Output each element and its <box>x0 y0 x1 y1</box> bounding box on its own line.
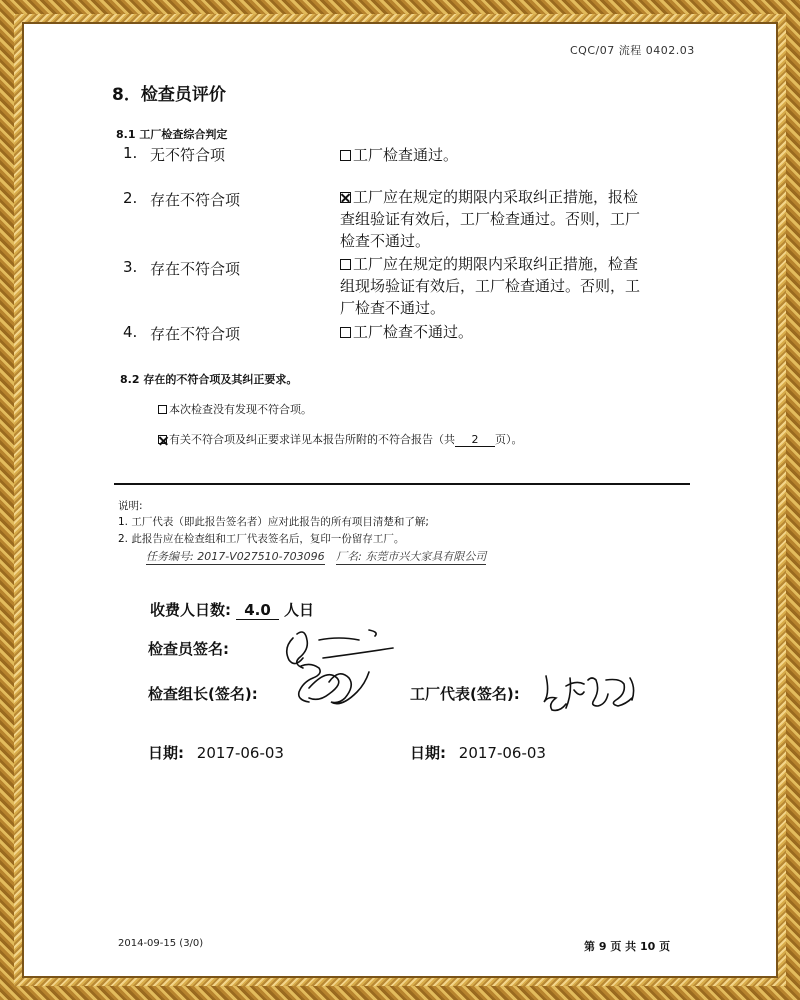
item-label: 存在不符合项 <box>150 325 241 343</box>
inspector-handwritten-signature <box>273 618 423 738</box>
checkbox-checked-icon[interactable] <box>158 435 167 444</box>
footer-page-number: 第 9 页 共 10 页 <box>584 940 671 953</box>
section-title: 8．检查员评价 <box>112 85 226 105</box>
item-outcome: 工厂应在规定的期限内采取纠正措施，报检 查组验证有效后，工厂检查通过。否则，工厂 检查不通过。 <box>340 188 641 250</box>
task-number: 任务编号: 2017-V027510-703096 <box>146 550 325 563</box>
footer-version: 2014-09-15 (3/0) <box>118 938 204 949</box>
item-outcome: 工厂检查不通过。 <box>340 321 473 343</box>
inspector-signature-label: 检查员签名: <box>148 640 229 658</box>
item-label: 存在不符合项 <box>150 260 241 278</box>
no-nonconformity-line: 本次检查没有发现不符合项。 <box>158 401 312 417</box>
factory-rep-signature-label: 工厂代表(签名): <box>410 685 520 703</box>
item-outcome: 工厂检查通过。 <box>340 144 458 166</box>
billing-days: 收费人日数: 4.0 人日 <box>150 601 315 619</box>
factory-rep-handwritten-signature <box>540 666 660 726</box>
date-right: 日期: 2017-06-03 <box>410 744 546 762</box>
nonconformity-report-line: 有关不符合项及纠正要求详见本报告所附的不符合报告（共 2 页）。 <box>158 431 523 447</box>
factory-name: 厂名: 东莞市兴大家具有限公司 <box>336 550 487 563</box>
item-number: 3. <box>123 258 138 276</box>
task-info <box>146 548 486 564</box>
billing-days-value: 4.0 <box>236 601 279 620</box>
checkbox-unchecked-icon[interactable] <box>340 259 351 270</box>
item-label: 存在不符合项 <box>150 191 241 209</box>
subsection-8-2-title: 8.2 存在的不符合项及其纠正要求。 <box>120 373 298 386</box>
item-number: 4. <box>123 323 138 341</box>
item-number: 2. <box>123 189 138 207</box>
notes-title: 说明: <box>118 500 143 512</box>
checkbox-unchecked-icon[interactable] <box>340 327 351 338</box>
note-2: 2. 此报告应在检查组和工厂代表签名后，复印一份留存工厂。 <box>118 533 405 545</box>
checkbox-unchecked-icon[interactable] <box>340 150 351 161</box>
note-1: 1. 工厂代表（即此报告签名者）应对此报告的所有项目清楚和了解; <box>118 516 429 528</box>
leader-signature-label: 检查组长(签名): <box>148 685 258 703</box>
document-code: CQC/07 流程 0402.03 <box>570 44 695 57</box>
date-left: 日期: 2017-06-03 <box>148 744 284 762</box>
report-page-count: 2 <box>455 433 495 447</box>
divider-line <box>114 483 690 485</box>
checkbox-checked-icon[interactable] <box>340 192 351 203</box>
item-label: 无不符合项 <box>150 146 226 164</box>
checkbox-unchecked-icon[interactable] <box>158 405 167 414</box>
document-page <box>28 28 772 972</box>
subsection-8-1-title: 8.1 工厂检查综合判定 <box>116 128 228 141</box>
item-outcome: 工厂应在规定的期限内采取纠正措施，检查 组现场验证有效后，工厂检查通过。否则，工 厂检查不通过。 <box>340 255 641 317</box>
item-number: 1. <box>123 144 138 162</box>
